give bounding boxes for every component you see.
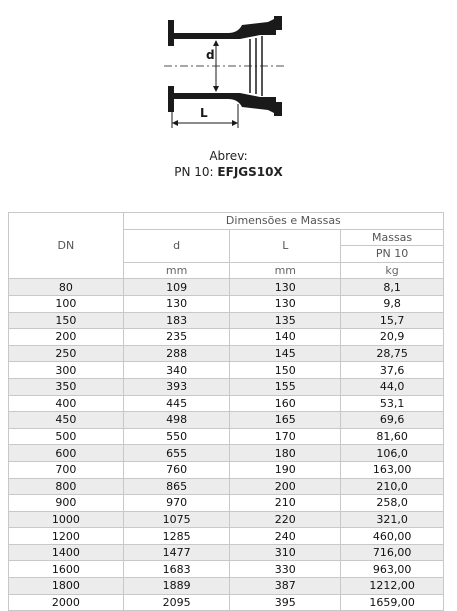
header-pn: PN 10 (341, 246, 444, 263)
cell-d: 109 (123, 279, 230, 296)
cell-L: 240 (230, 528, 341, 545)
header-d: d (123, 229, 230, 262)
cell-d: 760 (123, 461, 230, 478)
cell-L: 170 (230, 428, 341, 445)
cell-L: 130 (230, 279, 341, 296)
cell-L: 165 (230, 412, 341, 429)
dimensions-table (8, 212, 444, 611)
cell-dn: 500 (9, 428, 124, 445)
cell-L: 190 (230, 461, 341, 478)
cell-L: 140 (230, 329, 341, 346)
cell-mass: 1212,00 (341, 578, 444, 595)
abbreviation-block (0, 148, 457, 180)
table-row (9, 445, 444, 462)
table-row (9, 378, 444, 395)
cell-mass: 37,6 (341, 362, 444, 379)
cell-d: 183 (123, 312, 230, 329)
table-row (9, 412, 444, 429)
abbrev-label: Abrev: (209, 149, 248, 163)
cell-mass: 716,00 (341, 544, 444, 561)
cell-mass: 258,0 (341, 495, 444, 512)
cell-dn: 150 (9, 312, 124, 329)
cell-L: 200 (230, 478, 341, 495)
table-body (9, 279, 444, 611)
cell-dn: 600 (9, 445, 124, 462)
cell-mass: 81,60 (341, 428, 444, 445)
cell-dn: 100 (9, 295, 124, 312)
cell-mass: 1659,00 (341, 594, 444, 611)
cell-dn: 350 (9, 378, 124, 395)
table-row (9, 511, 444, 528)
cell-dn: 300 (9, 362, 124, 379)
cell-mass: 321,0 (341, 511, 444, 528)
cell-d: 1889 (123, 578, 230, 595)
cell-mass: 69,6 (341, 412, 444, 429)
cell-dn: 200 (9, 329, 124, 346)
cell-d: 2095 (123, 594, 230, 611)
cell-d: 1477 (123, 544, 230, 561)
unit-d: mm (123, 262, 230, 279)
cell-L: 330 (230, 561, 341, 578)
pn-prefix: PN 10: (174, 165, 214, 179)
unit-L: mm (230, 262, 341, 279)
cell-dn: 1200 (9, 528, 124, 545)
header-dn: DN (9, 213, 124, 279)
cell-dn: 250 (9, 345, 124, 362)
cell-mass: 460,00 (341, 528, 444, 545)
cell-dn: 800 (9, 478, 124, 495)
cell-dn: 450 (9, 412, 124, 429)
table-row (9, 312, 444, 329)
cell-mass: 163,00 (341, 461, 444, 478)
fitting-top-wall (168, 16, 282, 46)
cell-L: 135 (230, 312, 341, 329)
pipe-fitting-drawing (150, 8, 310, 136)
cell-dn: 2000 (9, 594, 124, 611)
table-row (9, 395, 444, 412)
cell-d: 393 (123, 378, 230, 395)
table-row (9, 279, 444, 296)
table-row (9, 578, 444, 595)
cell-L: 395 (230, 594, 341, 611)
cell-dn: 1000 (9, 511, 124, 528)
product-code: EFJGS10X (217, 165, 283, 179)
header-group: Dimensões e Massas (123, 213, 443, 230)
table-row (9, 544, 444, 561)
cell-d: 1075 (123, 511, 230, 528)
cell-mass: 8,1 (341, 279, 444, 296)
cell-dn: 1800 (9, 578, 124, 595)
cell-dn: 700 (9, 461, 124, 478)
cell-mass: 210,0 (341, 478, 444, 495)
cell-L: 310 (230, 544, 341, 561)
table-row (9, 428, 444, 445)
cell-d: 865 (123, 478, 230, 495)
cell-d: 130 (123, 295, 230, 312)
cell-d: 340 (123, 362, 230, 379)
table-row (9, 478, 444, 495)
cell-L: 130 (230, 295, 341, 312)
cell-L: 150 (230, 362, 341, 379)
cell-L: 145 (230, 345, 341, 362)
table-row (9, 461, 444, 478)
cell-d: 655 (123, 445, 230, 462)
cell-d: 235 (123, 329, 230, 346)
abbrev-line (0, 164, 457, 180)
cell-L: 180 (230, 445, 341, 462)
table-row (9, 362, 444, 379)
cell-dn: 400 (9, 395, 124, 412)
dim-L-label: L (200, 106, 208, 120)
cell-mass: 9,8 (341, 295, 444, 312)
table-row (9, 495, 444, 512)
cell-L: 387 (230, 578, 341, 595)
cell-d: 550 (123, 428, 230, 445)
cell-mass: 963,00 (341, 561, 444, 578)
table-row (9, 345, 444, 362)
table-row (9, 594, 444, 611)
header-massas: Massas (341, 229, 444, 246)
cell-dn: 80 (9, 279, 124, 296)
cell-mass: 20,9 (341, 329, 444, 346)
cell-d: 970 (123, 495, 230, 512)
cell-mass: 106,0 (341, 445, 444, 462)
cell-L: 210 (230, 495, 341, 512)
table-row (9, 295, 444, 312)
cell-dn: 1400 (9, 544, 124, 561)
cell-dn: 1600 (9, 561, 124, 578)
unit-kg: kg (341, 262, 444, 279)
cell-L: 220 (230, 511, 341, 528)
table-row (9, 561, 444, 578)
table-row (9, 528, 444, 545)
cell-L: 160 (230, 395, 341, 412)
cell-d: 288 (123, 345, 230, 362)
cell-mass: 28,75 (341, 345, 444, 362)
cell-d: 1285 (123, 528, 230, 545)
cell-mass: 15,7 (341, 312, 444, 329)
fitting-bottom-wall (168, 86, 282, 116)
dim-d-label: d (206, 48, 215, 62)
cell-L: 155 (230, 378, 341, 395)
header-L: L (230, 229, 341, 262)
cell-d: 1683 (123, 561, 230, 578)
cell-d: 498 (123, 412, 230, 429)
table-row (9, 329, 444, 346)
cell-mass: 44,0 (341, 378, 444, 395)
cell-mass: 53,1 (341, 395, 444, 412)
cell-d: 445 (123, 395, 230, 412)
cell-dn: 900 (9, 495, 124, 512)
